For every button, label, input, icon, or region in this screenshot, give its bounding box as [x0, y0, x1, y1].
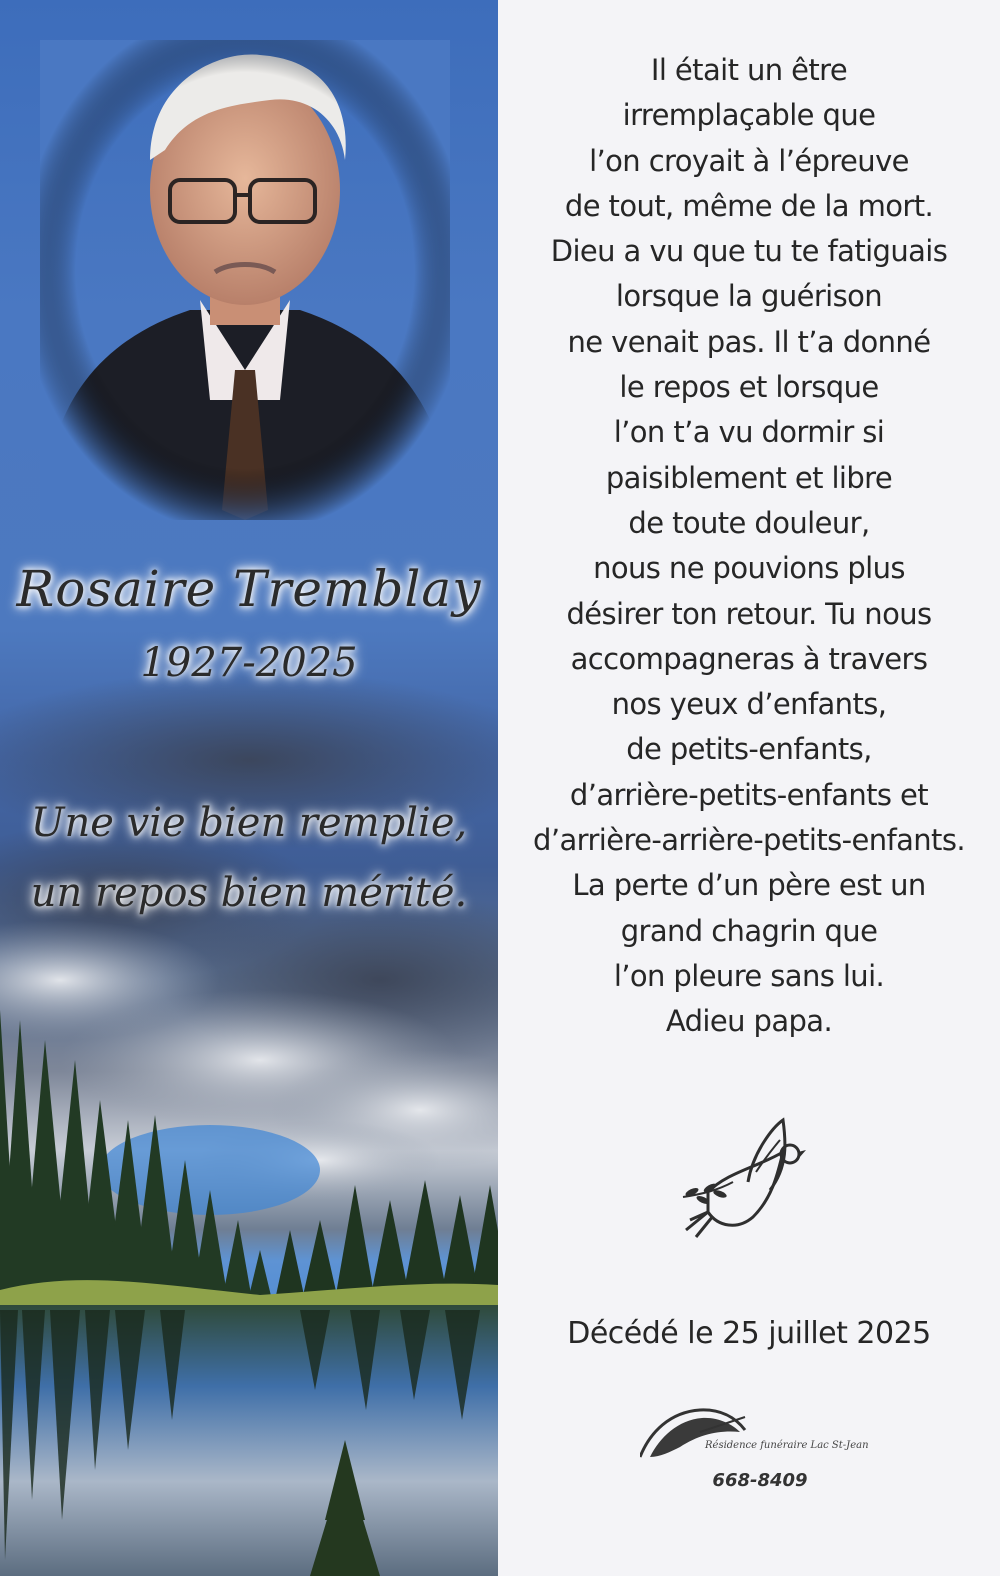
- phone-number: 668-8409: [712, 1470, 808, 1491]
- poem-line: Adieu papa.: [665, 1004, 833, 1039]
- death-notice: Décédé le 25 juillet 2025: [567, 1316, 931, 1351]
- poem-line: ne venait pas. Il t’a donné: [567, 324, 931, 359]
- poem-line: irremplaçable que: [622, 98, 876, 133]
- funeral-home-name: Résidence funéraire Lac St-Jean: [705, 1440, 869, 1451]
- poem-line: l’on pleure sans lui.: [613, 958, 885, 993]
- memorial-poem: [498, 48, 1000, 1045]
- motto-line-1: Une vie bien remplie,: [30, 800, 468, 846]
- poem-line: nos yeux d’enfants,: [611, 687, 887, 722]
- poem-line: d’arrière-arrière-petits-enfants.: [533, 823, 965, 858]
- poem-line: l’on croyait à l’épreuve: [589, 143, 909, 178]
- poem-line: Dieu a vu que tu te fatiguais: [550, 234, 948, 269]
- funeral-home-logo: [640, 1402, 750, 1462]
- poem-line: grand chagrin que: [620, 913, 878, 948]
- poem-line: Il était un être: [650, 53, 848, 87]
- motto-line-2: un repos bien mérité.: [30, 870, 468, 916]
- dove-with-olive-branch-icon: [678, 1112, 808, 1242]
- poem-line: accompagneras à travers: [570, 641, 928, 676]
- left-panel: [0, 0, 498, 1576]
- life-years: 1927-2025: [140, 640, 358, 686]
- poem-line: nous ne pouvions plus: [593, 551, 905, 586]
- poem-line: de petits-enfants,: [626, 732, 872, 767]
- poem-line: de toute douleur,: [628, 505, 870, 540]
- poem-line: de tout, même de la mort.: [564, 188, 934, 223]
- poem-line: désirer ton retour. Tu nous: [566, 596, 932, 631]
- poem-line: l’on t’a vu dormir si: [613, 415, 885, 450]
- deceased-name: Rosaire Tremblay: [16, 560, 482, 618]
- poem-line: La perte d’un père est un: [572, 868, 926, 903]
- poem-line: lorsque la guérison: [615, 279, 883, 314]
- portrait-photo: [40, 40, 450, 520]
- poem-line: le repos et lorsque: [619, 370, 879, 405]
- poem-line: d’arrière-petits-enfants et: [569, 777, 929, 812]
- poem-line: paisiblement et libre: [605, 460, 893, 495]
